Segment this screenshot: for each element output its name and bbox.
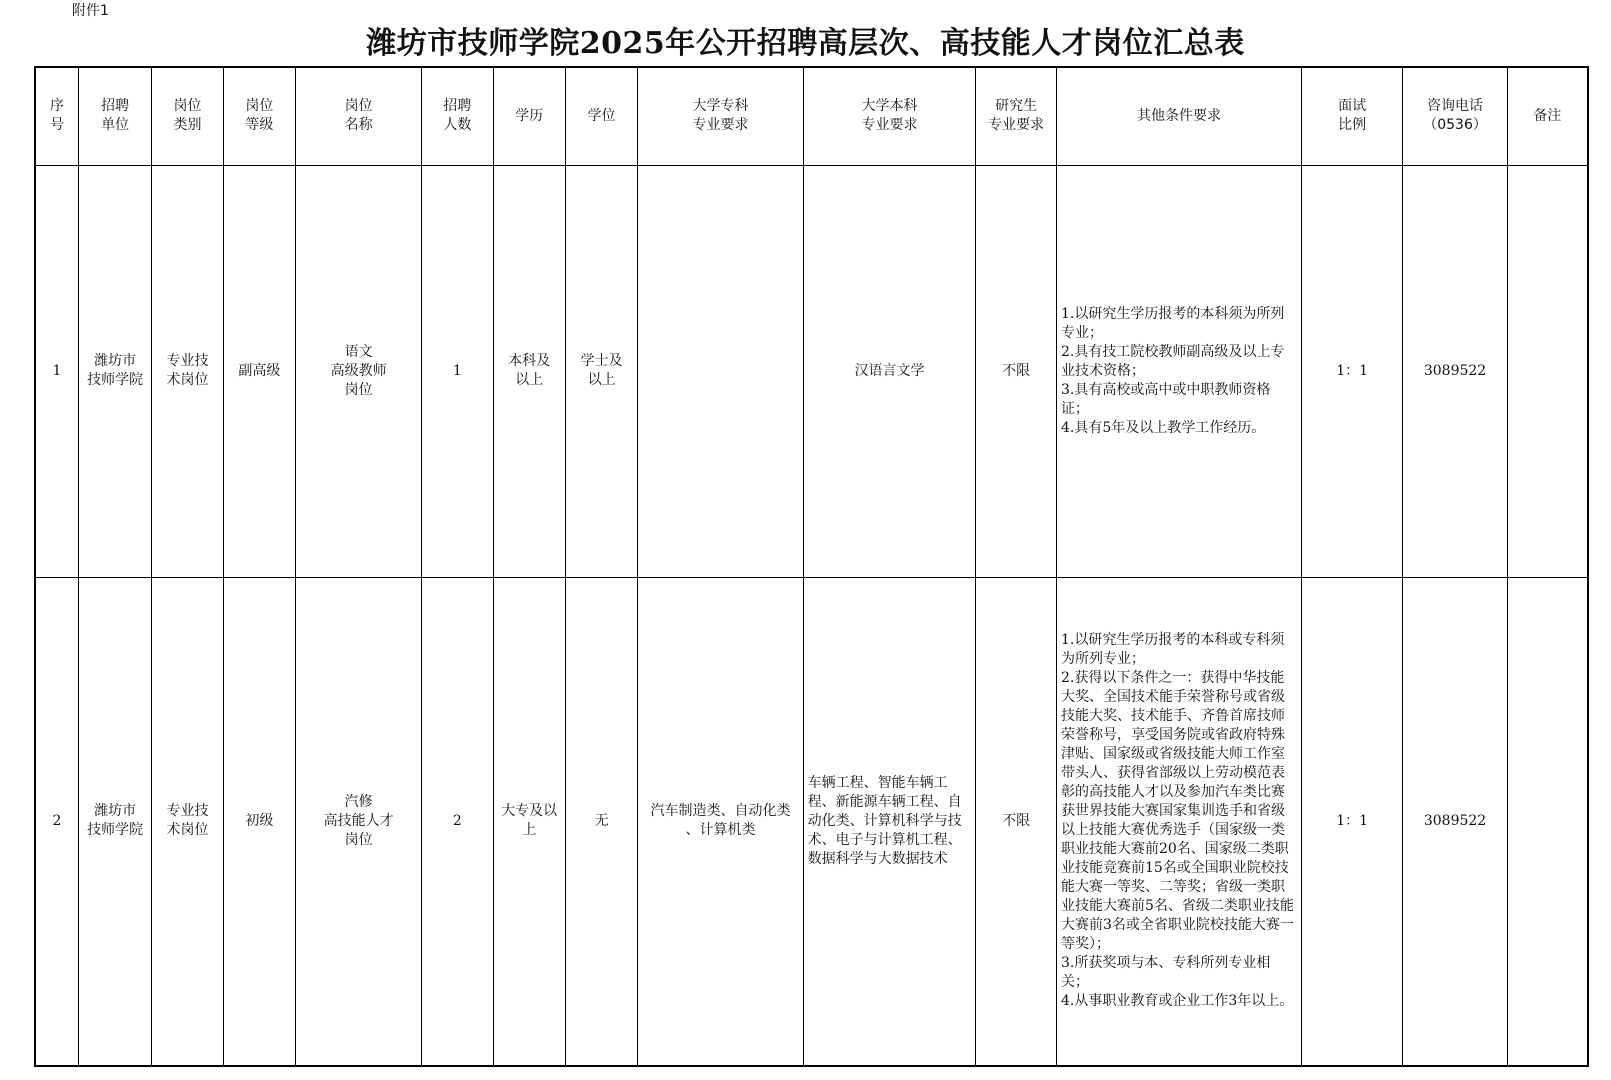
cell-education: 大专及以 上: [493, 577, 565, 1066]
cell-level: 副高级: [223, 165, 295, 577]
cell-phone: 3089522: [1403, 165, 1507, 577]
cell-degree: 无: [565, 577, 637, 1066]
header-ratio: 面试 比例: [1302, 67, 1403, 165]
cell-college-major: 汽车制造类、自动化类 、计算机类: [638, 577, 803, 1066]
header-other: 其他条件要求: [1056, 67, 1301, 165]
header-bachelor-major: 大学本科 专业要求: [803, 67, 976, 165]
cell-education: 本科及 以上: [493, 165, 565, 577]
cell-bachelor-major: 汉语言文学: [803, 165, 976, 577]
header-unit: 招聘 单位: [78, 67, 151, 165]
cell-category: 专业技 术岗位: [152, 165, 223, 577]
cell-ratio: 1：1: [1302, 165, 1403, 577]
cell-count: 1: [422, 165, 493, 577]
header-count: 招聘 人数: [422, 67, 493, 165]
table-row: [35, 165, 1588, 577]
header-remark: 备注: [1507, 67, 1588, 165]
cell-ratio: 1：1: [1302, 577, 1403, 1066]
cell-phone: 3089522: [1403, 577, 1507, 1066]
table-header-row: [35, 67, 1588, 165]
cell-other: 1.以研究生学历报考的本科须为所列专业； 2.具有技工院校教师副高级及以上专业技术资格； 3.具有高校或高中或中职教师资格证； 4.具有5年及以上教学工作经历。: [1056, 165, 1301, 577]
cell-unit: 潍坊市 技师学院: [78, 165, 151, 577]
cell-seq: 2: [35, 577, 78, 1066]
cell-post: 汽修 高技能人才 岗位: [296, 577, 422, 1066]
cell-college-major: [638, 165, 803, 577]
header-category: 岗位 类别: [152, 67, 223, 165]
cell-remark: [1507, 165, 1588, 577]
cell-graduate-major: 不限: [976, 577, 1057, 1066]
attachment-label: 附件1: [72, 3, 109, 19]
header-level: 岗位 等级: [223, 67, 295, 165]
page-title: 潍坊市技师学院2025年公开招聘高层次、高技能人才岗位汇总表: [366, 26, 1245, 61]
cell-seq: 1: [35, 165, 78, 577]
recruitment-table: [34, 66, 1589, 1067]
header-education: 学历: [493, 67, 565, 165]
cell-other: 1.以研究生学历报考的本科或专科须为所列专业； 2.获得以下条件之一：获得中华技能大奖、全国技术能手荣誉称号或省级技能大奖、技术能手、齐鲁首席技师荣誉称号，享受国务院或省政府特殊津贴、国家级或省级技能大师工作室带头人、获得省部级以上劳动模范表彰的高技能人才以及参加汽车类比赛获世界技能大赛国家集训选手和省级以上技能大赛优秀选手（国家级一类职业技能大赛前20名、国家级二类职业技能竞赛前15名或全国职业院校技能大赛一等奖、二等奖；省级一类职业技能大赛前5名、省级二类职业技能大赛前3名或全省职业院校技能大赛一等奖）； 3.所获奖项与本、专科所列专业相关； 4.从事职业教育或企业工作3年以上。: [1056, 577, 1301, 1066]
cell-bachelor-major: 车辆工程、智能车辆工程、新能源车辆工程、自动化类、计算机科学与技术、电子与计算机工程、数据科学与大数据技术: [803, 577, 976, 1066]
header-degree: 学位: [565, 67, 637, 165]
cell-degree: 学士及 以上: [565, 165, 637, 577]
cell-category: 专业技 术岗位: [152, 577, 223, 1066]
header-post: 岗位 名称: [296, 67, 422, 165]
cell-graduate-major: 不限: [976, 165, 1057, 577]
header-college-major: 大学专科 专业要求: [638, 67, 803, 165]
table-row: [35, 577, 1588, 1066]
header-seq: 序 号: [35, 67, 78, 165]
cell-post: 语文 高级教师 岗位: [296, 165, 422, 577]
cell-remark: [1507, 577, 1588, 1066]
cell-unit: 潍坊市 技师学院: [78, 577, 151, 1066]
cell-level: 初级: [223, 577, 295, 1066]
cell-count: 2: [422, 577, 493, 1066]
header-phone: 咨询电话 （0536）: [1403, 67, 1507, 165]
header-graduate-major: 研究生 专业要求: [976, 67, 1057, 165]
